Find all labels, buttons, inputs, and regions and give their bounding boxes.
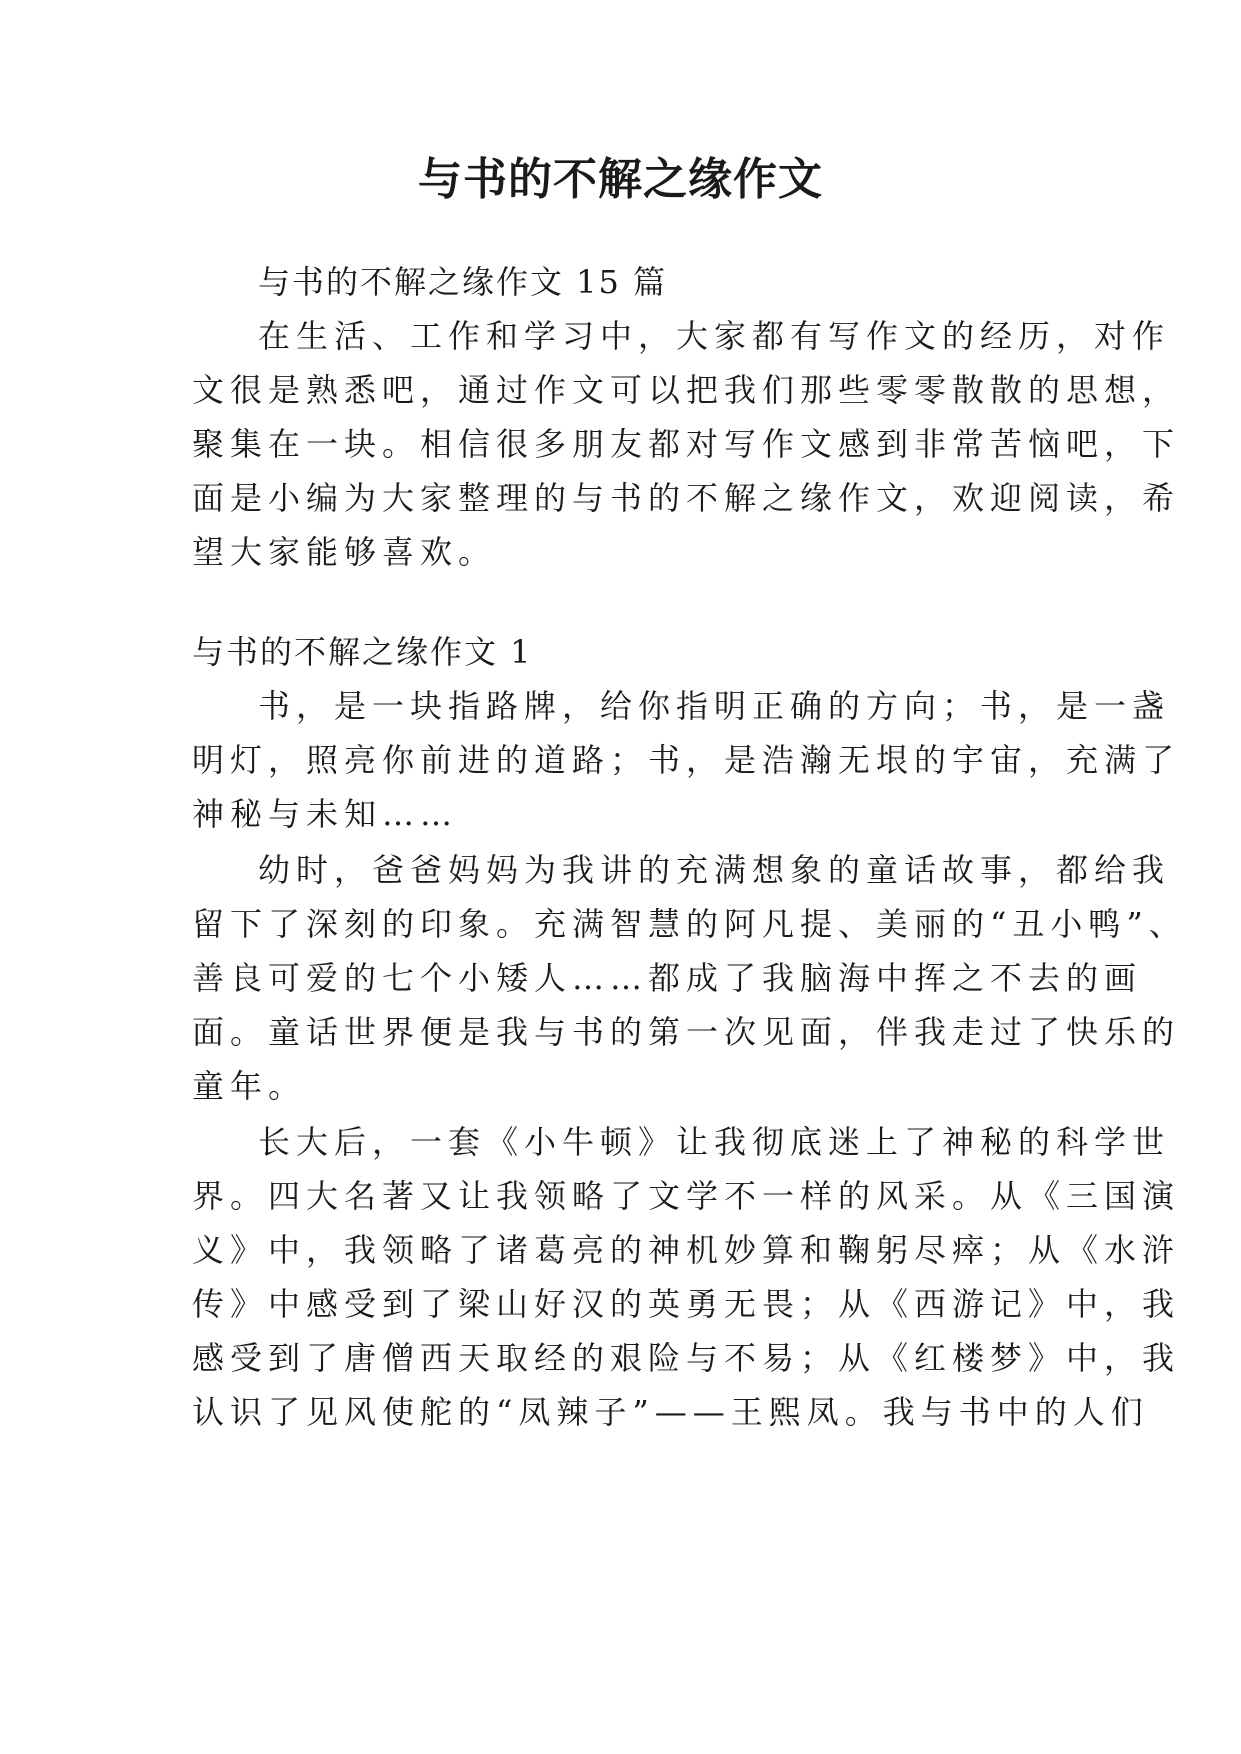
paragraph-line: 童年。 xyxy=(192,1067,307,1105)
paragraph-line: 传》中感受到了梁山好汉的英勇无畏；从《西游记》中，我 xyxy=(192,1285,1181,1323)
paragraph-line: 感受到了唐僧西天取经的艰险与不易；从《红楼梦》中，我 xyxy=(192,1339,1181,1377)
section-heading: 与书的不解之缘作文 1 xyxy=(192,633,533,671)
paragraph-line: 留下了深刻的印象。充满智慧的阿凡提、美丽的“丑小鸭”、 xyxy=(192,905,1187,943)
paragraph-line: 善良可爱的七个小矮人……都成了我脑海中挥之不去的画 xyxy=(192,959,1143,997)
paragraph-line: 书，是一块指路牌，给你指明正确的方向；书，是一盏 xyxy=(258,687,1171,725)
paragraph-line: 幼时，爸爸妈妈为我讲的充满想象的童话故事，都给我 xyxy=(258,851,1171,889)
paragraph-line: 义》中，我领略了诸葛亮的神机妙算和鞠躬尽瘁；从《水浒 xyxy=(192,1231,1181,1269)
paragraph-line: 明灯，照亮你前进的道路；书，是浩瀚无垠的宇宙，充满了 xyxy=(192,741,1181,779)
intro-line: 聚集在一块。相信很多朋友都对写作文感到非常苦恼吧，下 xyxy=(192,425,1181,463)
intro-line: 面是小编为大家整理的与书的不解之缘作文，欢迎阅读，希 xyxy=(192,479,1181,517)
intro-line: 在生活、工作和学习中，大家都有写作文的经历，对作 xyxy=(258,317,1171,355)
intro-line: 文很是熟悉吧，通过作文可以把我们那些零零散散的思想， xyxy=(192,371,1181,409)
document-title: 与书的不解之缘作文 xyxy=(418,154,823,205)
paragraph-line: 神秘与未知…… xyxy=(192,795,459,833)
paragraph-line: 面。童话世界便是我与书的第一次见面，伴我走过了快乐的 xyxy=(192,1013,1181,1051)
paragraph-line: 认识了见风使舵的“凤辣子”——王熙凤。我与书中的人们 xyxy=(192,1393,1149,1431)
paragraph-line: 界。四大名著又让我领略了文学不一样的风采。从《三国演 xyxy=(192,1177,1181,1215)
paragraph-line: 长大后，一套《小牛顿》让我彻底迷上了神秘的科学世 xyxy=(258,1123,1171,1161)
document-subtitle: 与书的不解之缘作文 15 篇 xyxy=(258,263,668,301)
intro-line: 望大家能够喜欢。 xyxy=(192,533,497,571)
